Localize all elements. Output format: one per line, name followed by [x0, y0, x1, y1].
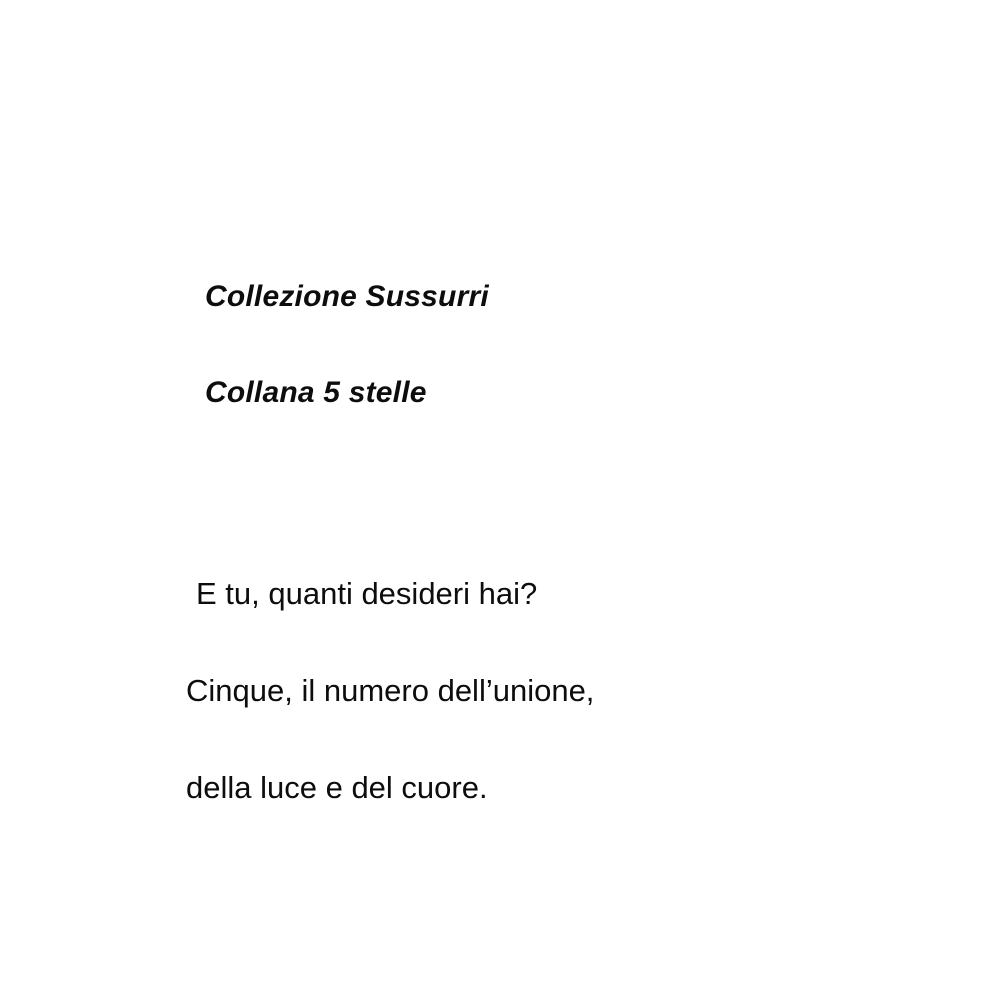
body-line-2: Cinque, il numero dell’unione,	[186, 673, 595, 708]
body-line-3: della luce e del cuore.	[186, 770, 488, 805]
series-title: Collana 5 stelle	[205, 376, 427, 409]
body-line-1: E tu, quanti desideri hai?	[196, 576, 538, 611]
heading-block	[205, 282, 905, 408]
body-block	[186, 578, 946, 803]
collection-title: Collezione Sussurri	[205, 280, 489, 313]
